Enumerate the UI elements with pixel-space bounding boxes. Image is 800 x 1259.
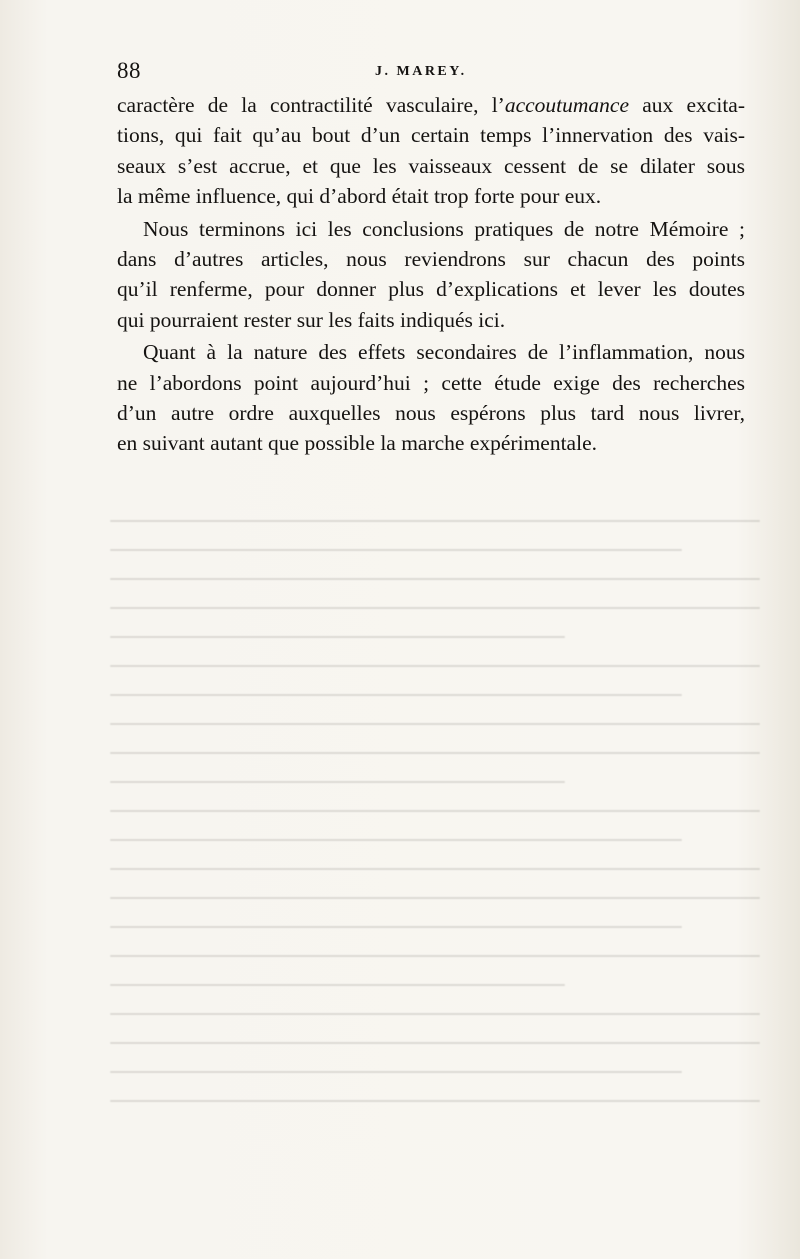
- emphasis-word: accoutumance: [504, 93, 630, 117]
- bleed-through-text: [110, 520, 760, 1120]
- running-head-author: J. MAREY.: [375, 64, 467, 79]
- text-line: qui pourraient rester sur les faits indiqués ici.: [117, 307, 506, 332]
- text-line: caractère de la contractilité vasculaire, l’accoutumance aux excita-: [117, 93, 746, 117]
- paragraph-1: [117, 90, 745, 212]
- body-text: [117, 90, 745, 461]
- text-line: tions, qui fait qu’au bout d’un certain temps l’innervation des vais-: [117, 123, 745, 148]
- page-number: 88: [117, 58, 141, 83]
- running-head: [117, 58, 747, 88]
- paragraph-3: [117, 337, 745, 459]
- text-line: dans d’autres articles, nous reviendrons sur chacun des points: [117, 246, 745, 271]
- text-line: d’un autre ordre auxquelles nous espérons plus tard nous livrer,: [117, 400, 745, 425]
- paragraph-2: [117, 214, 745, 336]
- text-line: qu’il renferme, pour donner plus d’explications et lever les doutes: [117, 277, 745, 302]
- text-line: Nous terminons ici les conclusions pratiques de notre Mémoire ;: [143, 216, 745, 241]
- text-line: ne l’abordons point aujourd’hui ; cette étude exige des recherches: [117, 370, 745, 395]
- text-line: en suivant autant que possible la marche expérimentale.: [117, 431, 597, 456]
- text-line: seaux s’est accrue, et que les vaisseaux cessent de se dilater sous: [117, 153, 745, 178]
- text-line: Quant à la nature des effets secondaires de l’inflammation, nous: [143, 340, 745, 365]
- text-line: la même influence, qui d’abord était trop forte pour eux.: [117, 184, 602, 209]
